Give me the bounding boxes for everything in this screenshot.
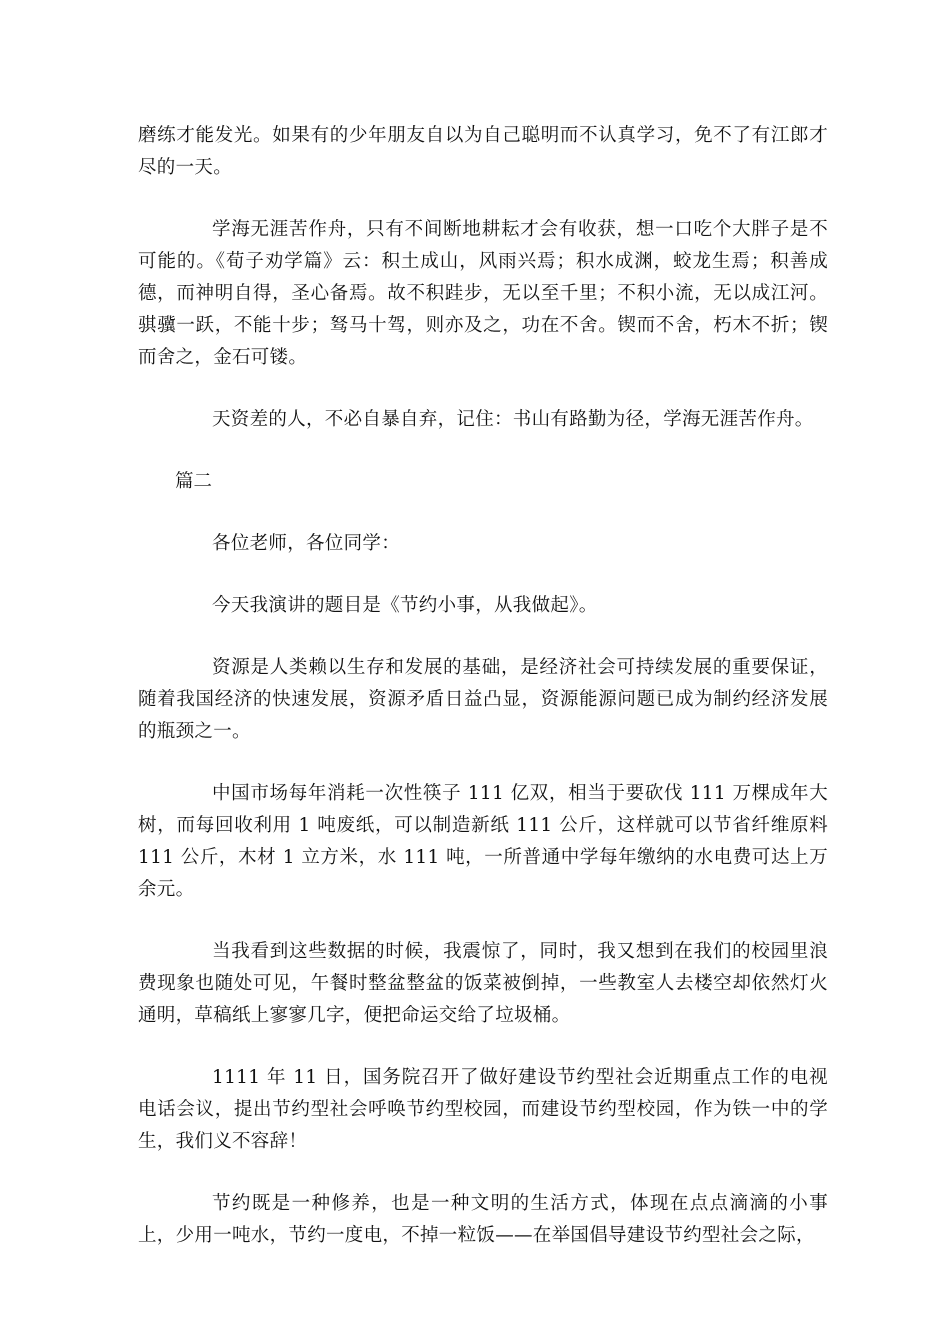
section-heading: 篇二 bbox=[175, 471, 213, 492]
paragraph-topic: 今天我演讲的题目是《节约小事，从我做起》。 bbox=[212, 595, 598, 616]
paragraph-3: 天资差的人，不必自暴自弃，记住：书山有路勤为径，学海无涯苦作舟。 bbox=[212, 409, 814, 430]
paragraph-2: 学海无涯苦作舟，只有不间断地耕耘才会有收获，想一口吃个大胖子是不可能的。《荀子劝学篇》云：积土成山，风雨兴焉；积水成渊，蛟龙生焉；积善成德，而神明自得，圣心备焉。故不积跬步，无以至千里；不积小流，无以成江河。骐骥一跃，不能十步；驽马十驾，则亦及之，功在不舍。锲而不舍，朽木不折；锲而舍之，金石可镂。 bbox=[138, 219, 828, 368]
document-page bbox=[138, 120, 828, 1252]
paragraph-campus-waste: 当我看到这些数据的时候，我震惊了，同时，我又想到在我们的校园里浪费现象也随处可见，午餐时整盆整盆的饭菜被倒掉，一些教室人去楼空却依然灯火通明，草稿纸上寥寥几字，便把命运交给了垃圾桶。 bbox=[138, 941, 828, 1026]
paragraph-greeting: 各位老师，各位同学： bbox=[212, 533, 401, 554]
paragraph-statistics: 中国市场每年消耗一次性筷子 111 亿双，相当于要砍伐 111 万棵成年大树，而每回收利用 1 吨废纸，可以制造新纸 111 公斤，这样就可以节省纤维原料 111 公斤，木材 1 立方米，水 111 吨，一所普通中学每年缴纳的水电费可达上万余元。 bbox=[138, 783, 828, 900]
paragraph-state-council: 1111 年 11 日，国务院召开了做好建设节约型社会近期重点工作的电视电话会议，提出节约型社会呼唤节约型校园，而建设节约型校园，作为铁一中的学生，我们义不容辞！ bbox=[138, 1067, 828, 1152]
paragraph-1: 磨练才能发光。如果有的少年朋友自以为自己聪明而不认真学习，免不了有江郎才尽的一天。 bbox=[138, 125, 828, 178]
paragraph-thrift: 节约既是一种修养，也是一种文明的生活方式，体现在点点滴滴的小事上，少用一吨水，节约一度电，不掉一粒饭——在举国倡导建设节约型社会之际， bbox=[138, 1193, 828, 1246]
paragraph-resources: 资源是人类赖以生存和发展的基础，是经济社会可持续发展的重要保证，随着我国经济的快速发展，资源矛盾日益凸显，资源能源问题已成为制约经济发展的瓶颈之一。 bbox=[138, 657, 828, 742]
